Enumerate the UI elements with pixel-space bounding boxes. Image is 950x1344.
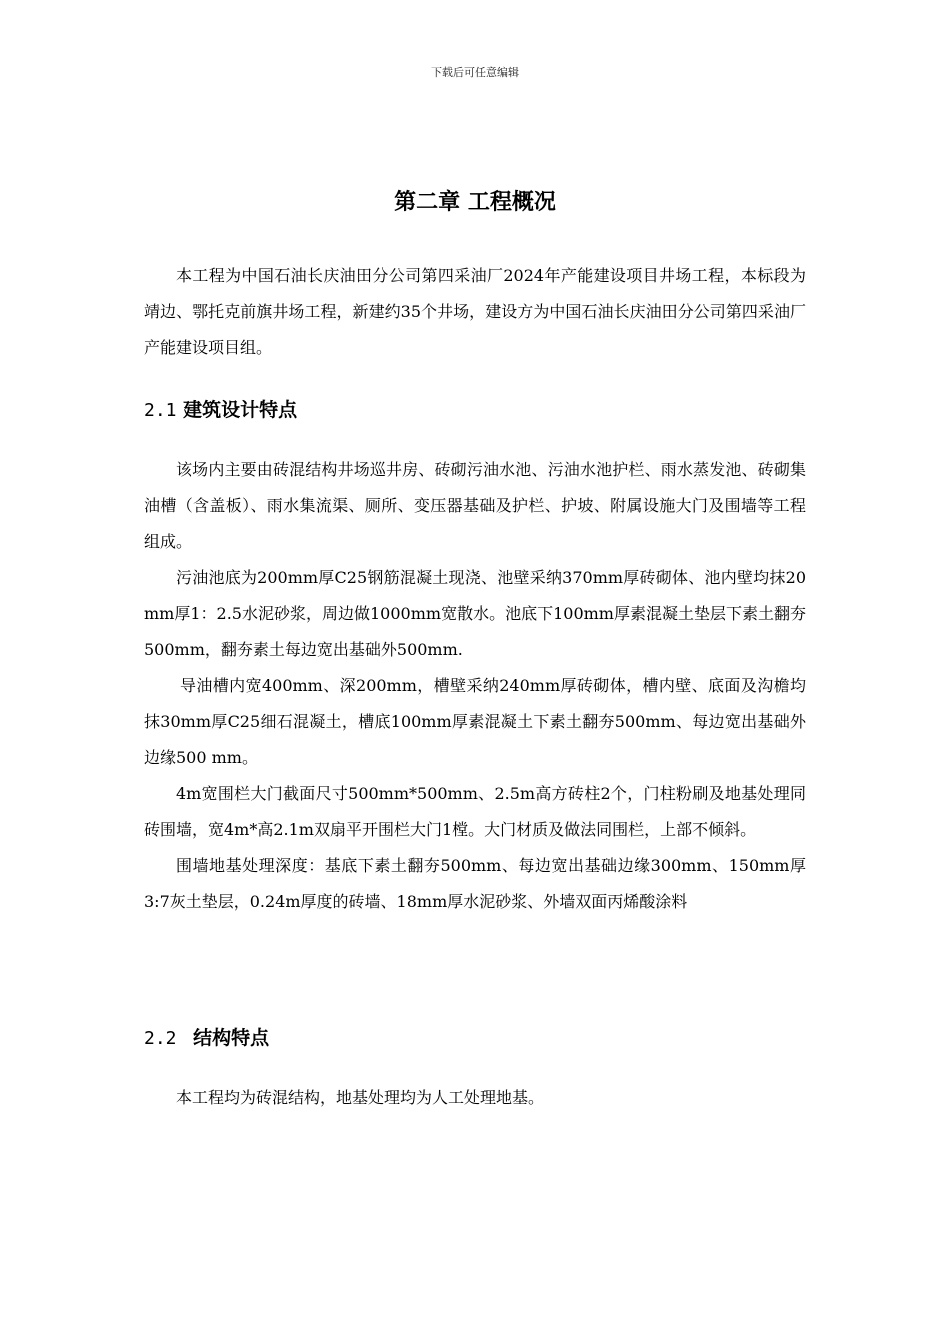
paragraph: 4m宽围栏大门截面尺寸500mm*500mm、2.5m高方砖柱2个，门柱粉刷及地基处理同砖围墙，宽4m*高2.1m双扇平开围栏大门1樘。大门材质及做法同围栏，上部不倾斜。: [144, 784, 806, 839]
paragraph: 污油池底为200mm厚C25钢筋混凝土现浇、池壁采纳370mm厚砖砌体、池内壁均抹20mm厚1：2.5水泥砂浆，周边做1000mm宽散水。池底下100mm厚素混凝土垫层下素土翻夯500mm，翻夯素土每边宽出基础外500mm.: [144, 568, 806, 659]
paragraph: 围墙地基处理深度：基底下素土翻夯500mm、每边宽出基础边缘300mm、150mm厚3:7灰土垫层，0.24m厚度的砖墙、18mm厚水泥砂浆、外墙双面丙烯酸涂料: [144, 856, 806, 911]
section-number: 2.2: [144, 1028, 177, 1049]
section-title: 建筑设计特点: [183, 399, 298, 421]
header-note: 下载后可任意编辑: [431, 66, 519, 79]
section-heading-2-2: [144, 1024, 806, 1053]
paragraph: 导油槽内宽400mm、深200mm，槽壁采纳240mm厚砖砌体，槽内壁、底面及沟檐均抹30mm厚C25细石混凝土，槽底100mm厚素混凝土下素土翻夯500mm、每边宽出基础外边缘500 mm。: [144, 676, 806, 767]
intro-block: [144, 258, 806, 366]
chapter-title: 第二章 工程概况: [394, 190, 556, 215]
paragraph: 该场内主要由砖混结构井场巡井房、砖砌污油水池、污油水池护栏、雨水蒸发池、砖砌集油槽（含盖板）、雨水集流渠、厕所、变压器基础及护栏、护坡、附属设施大门及围墙等工程组成。: [144, 460, 806, 551]
section-number: 2.1: [144, 400, 177, 421]
section-title: 结构特点: [193, 1027, 270, 1049]
section-2-1-body: [144, 452, 806, 920]
intro-paragraph: 本工程为中国石油长庆油田分公司第四采油厂2024年产能建设项目井场工程，本标段为靖边、鄂托克前旗井场工程，新建约35个井场，建设方为中国石油长庆油田分公司第四采油厂产能建设项目组。: [144, 266, 806, 357]
paragraph: 本工程均为砖混结构，地基处理均为人工处理地基。: [176, 1088, 545, 1107]
section-2-2-body: [144, 1080, 806, 1116]
section-heading-2-1: [144, 396, 806, 425]
